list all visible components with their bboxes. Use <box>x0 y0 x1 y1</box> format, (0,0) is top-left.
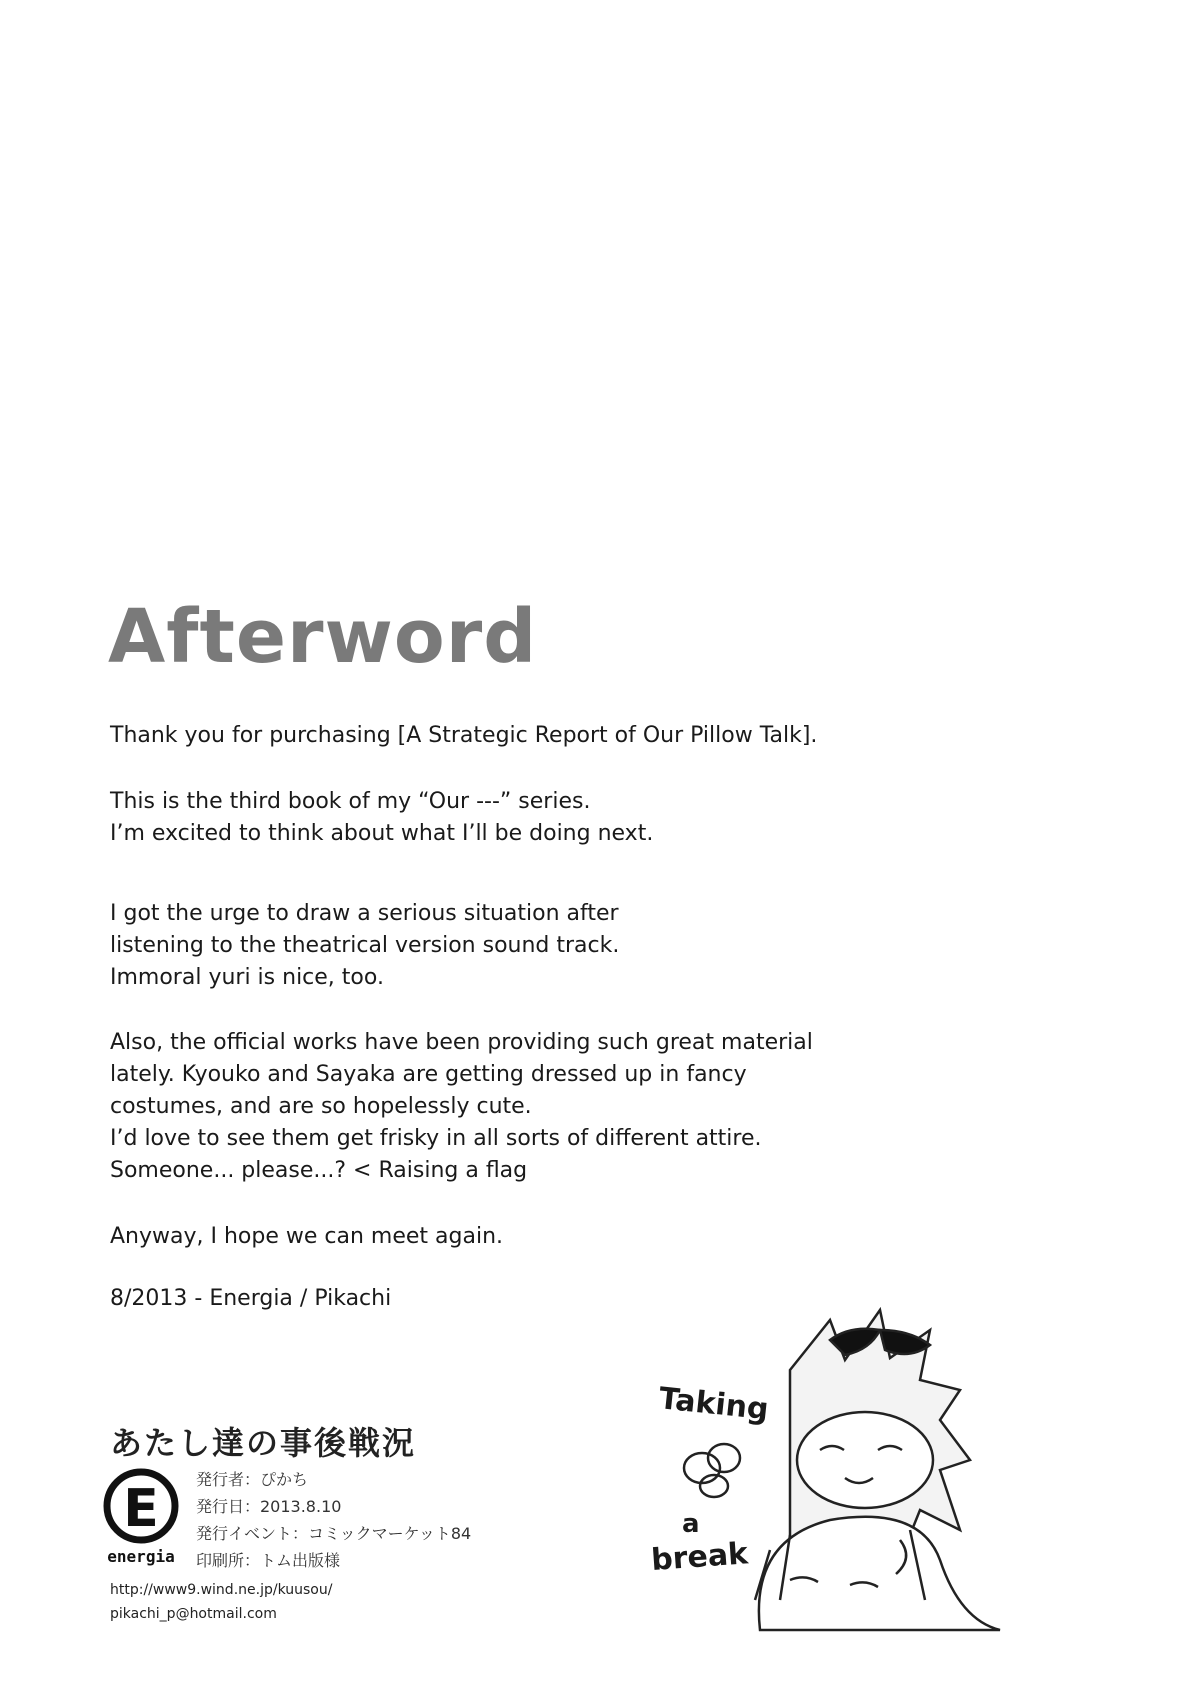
logo-letter: E <box>123 1479 159 1539</box>
website-url: http://www9.wind.ne.jp/kuusou/ <box>110 1582 333 1598</box>
paragraph-series <box>110 786 653 850</box>
caption-line-1: Taking <box>657 1381 771 1428</box>
paragraph-closing <box>110 1221 503 1253</box>
afterword-title: Afterword <box>108 594 538 680</box>
steam-puff-icon <box>684 1444 740 1497</box>
caption-line-2: a <box>682 1509 700 1539</box>
text-line: I’d love to see them get frisky in all sorts of different attire. <box>110 1126 762 1151</box>
colophon-date: 発行日：2013.8.10 <box>196 1497 342 1516</box>
text-line: Someone... please...? < Raising a flag <box>110 1158 528 1183</box>
text-line: This is the third book of my “Our ---” series. <box>110 789 591 814</box>
text-line: Thank you for purchasing [A Strategic Report of Our Pillow Talk]. <box>110 723 818 748</box>
email-address: pikachi_p@hotmail.com <box>110 1606 277 1622</box>
colophon <box>196 1466 471 1574</box>
colophon-publisher: 発行者：ぴかち <box>196 1470 309 1489</box>
signature-line <box>110 1283 391 1315</box>
contact-info <box>110 1578 332 1626</box>
text-line: Also, the official works have been providing such great material <box>110 1030 813 1055</box>
text-line: Immoral yuri is nice, too. <box>110 965 384 990</box>
text-line: I’m excited to think about what I’ll be doing next. <box>110 821 654 846</box>
text-line: 8/2013 - Energia / Pikachi <box>110 1286 392 1311</box>
chibi-illustration <box>640 1300 1020 1640</box>
character-face-icon <box>797 1412 933 1508</box>
colophon-event: 発行イベント：コミックマーケット84 <box>196 1524 472 1543</box>
text-line: I got the urge to draw a serious situation after <box>110 901 619 926</box>
text-line: costumes, and are so hopelessly cute. <box>110 1094 532 1119</box>
paragraph-official-works <box>110 1027 813 1187</box>
japanese-book-title: あたし達の事後戦況 <box>110 1424 417 1462</box>
text-line: listening to the theatrical version sound track. <box>110 933 620 958</box>
paragraph-inspiration <box>110 898 619 994</box>
colophon-printer: 印刷所：トム出版様 <box>196 1551 341 1570</box>
logo-wordmark: energia <box>107 1547 175 1566</box>
caption-line-3: break <box>650 1536 750 1578</box>
paragraph-thanks <box>110 720 817 752</box>
energia-logo <box>100 1468 182 1568</box>
text-line: lately. Kyouko and Sayaka are getting dressed up in fancy <box>110 1062 747 1087</box>
text-line: Anyway, I hope we can meet again. <box>110 1224 504 1249</box>
